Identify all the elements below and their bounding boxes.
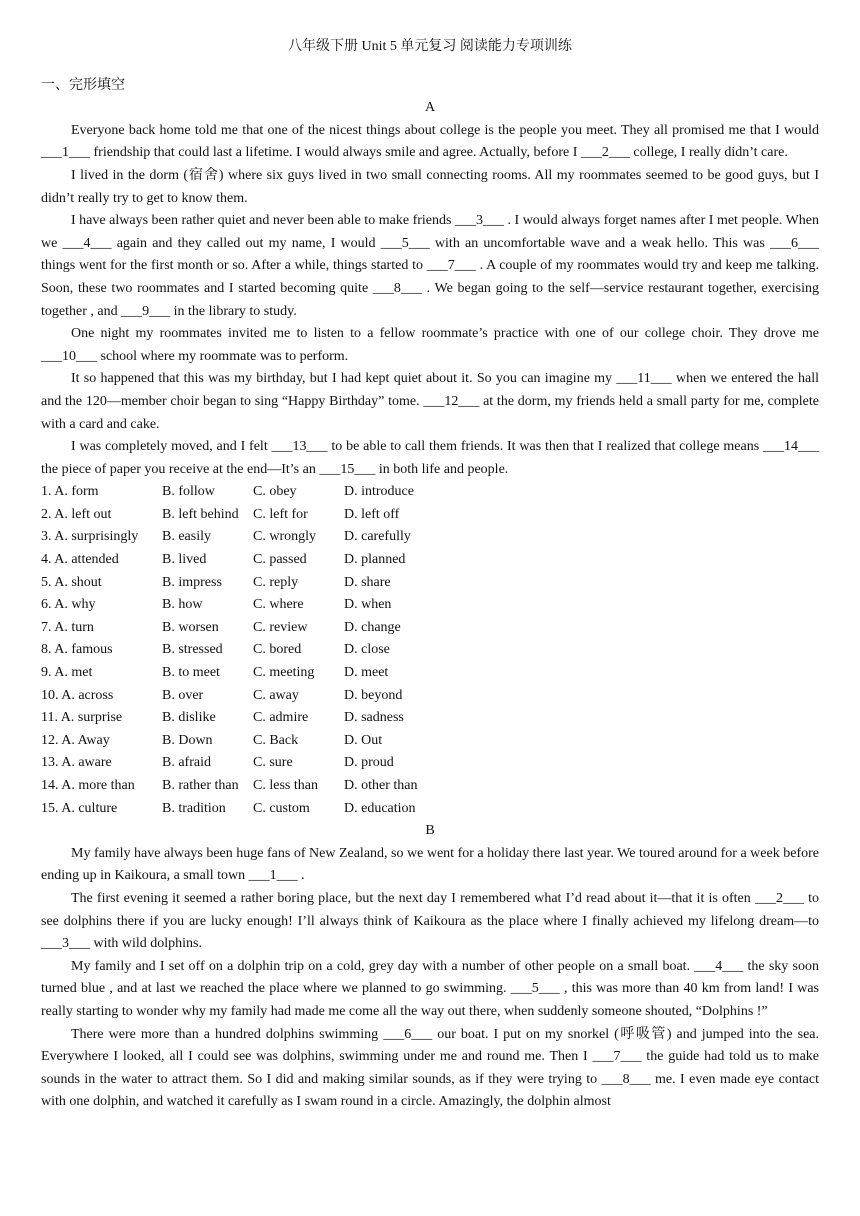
option-d: D. sadness bbox=[344, 710, 404, 726]
option-b: B. tradition bbox=[162, 800, 226, 816]
paragraph: One night my roommates invited me to listen to a fellow roommate’s practice with one of our college choir. They drove me ___10___ school where my roommate was to perform. bbox=[41, 326, 819, 364]
option-row bbox=[41, 504, 819, 527]
worksheet-page bbox=[41, 36, 819, 1114]
option-b: B. stressed bbox=[162, 642, 223, 658]
option-c: C. less than bbox=[253, 778, 318, 793]
option-a: 9. A. met bbox=[41, 665, 93, 681]
option-c: C. admire bbox=[253, 710, 309, 726]
option-b: B. lived bbox=[162, 552, 207, 568]
option-c: C. left for bbox=[253, 506, 308, 522]
option-c: C. obey bbox=[253, 484, 297, 500]
paragraph: My family have always been huge fans of New Zealand, so we went for a holiday there last year. We toured around for a week before ending up in Kaikoura, a small town ___1___ . bbox=[41, 845, 819, 884]
option-d: D. proud bbox=[344, 755, 394, 771]
option-c: C. review bbox=[253, 619, 308, 635]
option-c: C. reply bbox=[253, 574, 299, 590]
option-c: C. Back bbox=[253, 732, 299, 748]
option-c: C. passed bbox=[253, 552, 307, 568]
option-b: B. left behind bbox=[162, 506, 239, 522]
option-d: D. meet bbox=[344, 665, 389, 681]
option-c: C. meeting bbox=[253, 665, 315, 681]
option-a: 12. A. Away bbox=[41, 732, 110, 748]
option-b: B. to meet bbox=[162, 665, 220, 681]
option-a: 15. A. culture bbox=[41, 800, 118, 816]
option-a: 8. A. famous bbox=[41, 642, 113, 658]
option-b: B. Down bbox=[162, 732, 213, 748]
option-row bbox=[41, 798, 819, 821]
option-row bbox=[41, 707, 819, 730]
paragraph: The first evening it seemed a rather boring place, but the next day I remembered what I’d read about it—that it is often ___2___ to see dolphins there if you are lucky enough! I’ll always think of Kaikoura as the place where I finally achieved my lifelong dream—to ___3___ with wild dolphins. bbox=[41, 890, 819, 952]
option-row bbox=[41, 685, 819, 708]
option-d: D. close bbox=[344, 642, 390, 658]
option-a: 11. A. surprise bbox=[41, 710, 123, 726]
part-a-heading: A bbox=[424, 100, 436, 116]
option-b: B. how bbox=[162, 597, 203, 613]
option-a: 3. A. surprisingly bbox=[41, 529, 139, 545]
option-d: D. Out bbox=[344, 732, 383, 748]
option-b: B. easily bbox=[162, 529, 211, 545]
option-c: C. custom bbox=[253, 800, 310, 816]
option-d: D. left off bbox=[344, 506, 400, 522]
paragraph: I have always been rather quiet and never been able to make friends ___3___ . I would always forget names after I met people. When we ___4___ again and they called out my name, I would ___5___ with an uncomfortable wave and a weak hello. This was ___6___ things went for the first month or so. After a while, things started to ___7___ . A couple of my roommates would try and keep me talking. Soon, these two roommates and I started becoming quite ___8___ . We began going to the self—service restaurant together, exercising together , and ___9___ in the library to study. bbox=[41, 213, 819, 319]
option-row bbox=[41, 730, 819, 753]
option-d: D. beyond bbox=[344, 687, 403, 703]
option-d: D. share bbox=[344, 574, 391, 590]
option-c: C. away bbox=[253, 687, 299, 703]
option-c: C. wrongly bbox=[253, 529, 316, 545]
option-a: 14. A. more than bbox=[41, 778, 135, 793]
option-b: B. impress bbox=[162, 574, 222, 590]
options-list bbox=[41, 481, 819, 820]
option-b: B. follow bbox=[162, 484, 215, 500]
option-row bbox=[41, 572, 819, 595]
paragraph: My family and I set off on a dolphin trip on a cold, grey day with a number of other people on a small boat. ___4___ the sky soon turned blue , and at last we reached the place where we planned to go swimming. ___5___ , this was more than 40 km from land! I was really starting to wonder why my family had made me come all the way out there, when suddenly someone shouted, “Dolphins !” bbox=[41, 958, 819, 1019]
option-d: D. when bbox=[344, 597, 392, 613]
option-a: 2. A. left out bbox=[41, 506, 112, 522]
page-title: 八年级下册 Unit 5 单元复习 阅读能力专项训练 bbox=[288, 39, 572, 54]
option-a: 6. A. why bbox=[41, 597, 96, 613]
option-a: 7. A. turn bbox=[41, 619, 94, 635]
option-b: B. dislike bbox=[162, 710, 216, 726]
option-c: C. sure bbox=[253, 755, 293, 771]
option-row bbox=[41, 662, 819, 685]
option-c: C. where bbox=[253, 597, 304, 613]
option-a: 5. A. shout bbox=[41, 574, 102, 590]
option-row bbox=[41, 594, 819, 617]
option-row bbox=[41, 526, 819, 549]
option-d: D. change bbox=[344, 619, 401, 635]
option-a: 10. A. across bbox=[41, 687, 114, 703]
paragraph: I was completely moved, and I felt ___13___ to be able to call them friends. It was then that I realized that college means ___14___ the piece of paper you receive at the end—It’s an ___15___ in both life and people. bbox=[41, 439, 819, 477]
paragraph: I lived in the dorm (宿舍) where six guys lived in two small connecting rooms. All my roommates seemed to be good guys, but I didn’t really try to get to know them. bbox=[41, 167, 819, 206]
option-d: D. carefully bbox=[344, 529, 411, 545]
part-a bbox=[41, 97, 819, 820]
option-d: D. other than bbox=[344, 778, 418, 793]
option-a: 1. A. form bbox=[41, 484, 99, 500]
option-b: B. worsen bbox=[162, 619, 219, 635]
option-b: B. afraid bbox=[162, 755, 211, 771]
paragraph: It so happened that this was my birthday, but I had kept quiet about it. So you can imagine my ___11___ when we entered the hall and the 120—member choir began to sing “Happy Birthday” tome. ___12___ at the dorm, my friends held a small party for me, complete with a card and cake. bbox=[41, 371, 819, 432]
option-row bbox=[41, 775, 819, 798]
option-c: C. bored bbox=[253, 642, 302, 658]
option-a: 4. A. attended bbox=[41, 552, 119, 568]
option-row bbox=[41, 481, 819, 504]
paragraph: There were more than a hundred dolphins swimming ___6___ our boat. I put on my snorkel (呼吸管) and jumped into the sea. Everywhere I looked, all I could see was dolphins, swimming under me and round me. Then I ___7___ the guide had told us to make sounds in the water to attract them. So I did and making similar sounds, as if they were trying to ___8___ me. I even made eye contact with one dolphin, and watched it carefully as I swam round in a circle. Amazingly, the dolphin almost bbox=[41, 1026, 819, 1110]
option-a: 13. A. aware bbox=[41, 755, 112, 771]
option-b: B. over bbox=[162, 687, 204, 703]
section-heading: 一、完形填空 bbox=[41, 77, 125, 93]
option-row bbox=[41, 639, 819, 662]
option-b: B. rather than bbox=[162, 778, 239, 793]
option-row bbox=[41, 549, 819, 572]
option-row bbox=[41, 752, 819, 775]
part-b-heading: B bbox=[425, 823, 435, 839]
option-d: D. planned bbox=[344, 552, 406, 568]
option-d: D. education bbox=[344, 800, 416, 816]
part-b bbox=[41, 820, 819, 1114]
paragraph: Everyone back home told me that one of the nicest things about college is the people you meet. They all promised me that I would ___1___ friendship that could last a lifetime. I would always smile and agree. Actually, before I ___2___ college, I really didn’t care. bbox=[41, 122, 819, 161]
option-row bbox=[41, 617, 819, 640]
option-d: D. introduce bbox=[344, 484, 414, 500]
